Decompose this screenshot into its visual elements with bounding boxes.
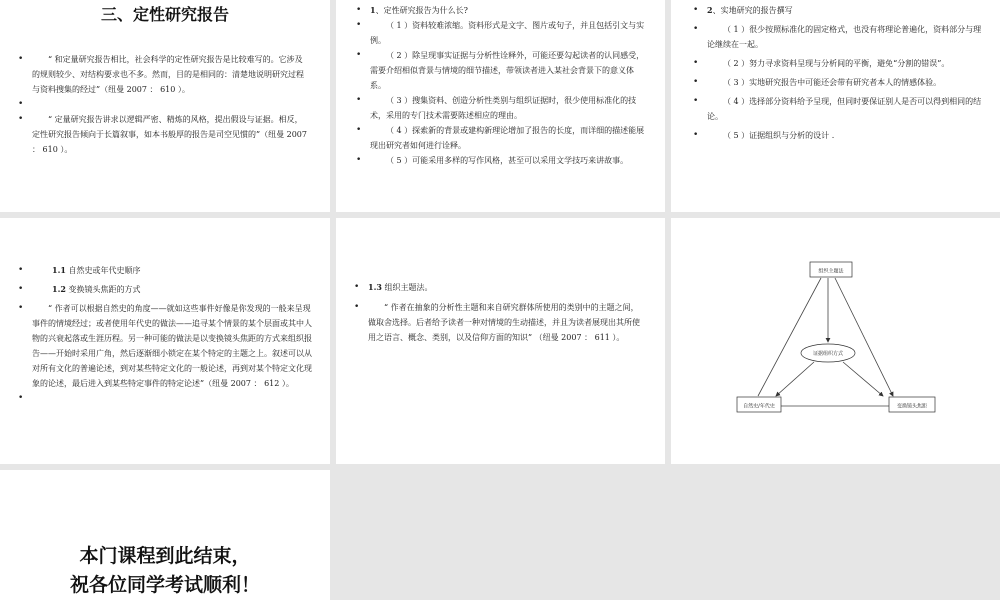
heading-text: 、实地研究的报告撰写 bbox=[712, 6, 793, 15]
bullet-icon: • bbox=[354, 282, 360, 292]
node-left-label: 自然史/年代史 bbox=[743, 403, 775, 410]
quote-text: “ 定量研究报告讲求以逻辑严密、精炼的风格，提出假设与证据。相反，定性研究报告倾向于长篇叙事，如本书般厚的报告是司空见惯的”（纽曼 2007 ： 610 ）。 bbox=[32, 115, 307, 154]
heading-text: 组织主题法。 bbox=[384, 283, 433, 292]
list-item bbox=[356, 48, 648, 93]
item-text: （ 1 ）很少按照标准化的固定格式，也没有将理论普遍化，资料部分与理论继续在一起。 bbox=[707, 25, 982, 49]
list-item bbox=[693, 75, 985, 90]
bullet-icon: • bbox=[356, 5, 362, 15]
item-text: （ 5 ）证据组织与分析的设计 . bbox=[723, 131, 835, 140]
item-text: （ 3 ）搜集资料、创造分析性类别与组织证据时，很少使用标准化的技术，采用的专门技术需要陈述相应的理由。 bbox=[370, 96, 637, 120]
bullet-icon: • bbox=[354, 302, 360, 312]
list-item bbox=[18, 282, 312, 297]
item-text: （ 2 ）努力寻求资料呈现与分析间的平衡，避免“分割的错误”。 bbox=[723, 59, 950, 68]
list-item bbox=[693, 3, 985, 18]
node-right-label: 变换镜头焦距 bbox=[896, 403, 928, 410]
node-center-label: 证据组织方式 bbox=[812, 351, 844, 357]
list-item bbox=[693, 128, 985, 143]
heading-text: 、定性研究报告为什么长? bbox=[375, 6, 468, 15]
bullet-icon: • bbox=[693, 5, 699, 15]
item-text: （ 4 ）选择部分资料给予呈现，但同时要保证别人是否可以得到相同的结论。 bbox=[707, 97, 982, 121]
slide-evidence-diagram[interactable] bbox=[671, 218, 1000, 464]
bullet-icon: • bbox=[18, 284, 24, 294]
list-item bbox=[693, 56, 985, 71]
list-item bbox=[18, 391, 312, 406]
quote-text: “ 作者可以根据自然史的角度——就如这些事件好像是你发现的一般来呈现事件的情境经过；或者使用年代史的做法——追寻某个情景的某个层面或其中人物的兴衰起落或生涯历程。另一种可能的做法是以变换镜头焦距的方式来组织报告——开始时采用广角，然后逐渐细小锁定在某个特定的主题之上。叙述可以从对所有文化的普遍论述，到对某些特定文化的一般论述，再到对某个特定文化现象的论述，最后进入到某些特定事件的特定论述”（纽曼 2007 ： 612 ）。 bbox=[32, 304, 312, 388]
list-item bbox=[354, 280, 646, 295]
bullet-icon: • bbox=[356, 155, 362, 165]
heading-text: 变换镜头焦距的方式 bbox=[68, 285, 141, 294]
slide-closing[interactable] bbox=[0, 470, 330, 600]
slide-narrative-order[interactable] bbox=[0, 218, 330, 464]
bullet-icon: • bbox=[356, 95, 362, 105]
list-item bbox=[693, 22, 985, 52]
bullet-icon: • bbox=[356, 125, 362, 135]
bullet-icon: • bbox=[18, 303, 24, 313]
item-text: （ 3 ）实地研究报告中可能还会带有研究者本人的情感体验。 bbox=[723, 78, 942, 87]
evidence-organization-diagram bbox=[671, 218, 1000, 464]
item-text: （ 4 ）探索新的背景或建构新理论增加了报告的长度，而详细的描述能展现出研究者如何进行诠释。 bbox=[370, 126, 645, 150]
bullet-icon: • bbox=[693, 130, 699, 140]
bullet-icon: • bbox=[693, 77, 699, 87]
heading-text: 自然史或年代史顺序 bbox=[68, 266, 141, 275]
edge-center-left bbox=[776, 362, 814, 396]
slide-thematic-organization[interactable] bbox=[336, 218, 665, 464]
list-item bbox=[356, 153, 648, 168]
node-top-label: 组织主题法 bbox=[818, 268, 844, 275]
bullet-icon: • bbox=[18, 54, 24, 64]
list-item bbox=[18, 97, 308, 112]
slide-qualitative-report-title[interactable] bbox=[0, 0, 330, 212]
edge-center-right bbox=[843, 362, 883, 396]
list-item bbox=[356, 18, 648, 48]
list-item bbox=[18, 52, 308, 97]
list-item bbox=[356, 3, 648, 18]
closing-line-2: 祝各位同学考试顺利！ bbox=[69, 574, 260, 596]
item-text: （ 1 ）资料较难浓缩。资料形式是文字、图片或句子，并且包括引文与实例。 bbox=[370, 21, 645, 45]
closing-line-1: 本门课程到此结束， bbox=[79, 545, 251, 567]
list-item bbox=[18, 263, 312, 278]
item-text: （ 5 ）可能采用多样的写作风格，甚至可以采用文学技巧来讲故事。 bbox=[386, 156, 629, 165]
slide-title: 三、定性研究报告 bbox=[100, 5, 229, 24]
quote-text: “ 作者在抽象的分析性主题和来自研究群体所使用的类别中的主题之间，做取舍选择。后者给予读者一种对情境的生动描述，并且为读者展现出其所使用之语言、概念、类别，以及信仰方面的知识” （纽曼 2007 ： 611 ）。 bbox=[368, 303, 640, 342]
list-item bbox=[693, 94, 985, 124]
list-item bbox=[18, 301, 312, 391]
heading-number: 1.2 bbox=[52, 284, 66, 294]
heading-number: 1 bbox=[370, 5, 376, 15]
list-item bbox=[18, 112, 308, 157]
bullet-icon: • bbox=[693, 58, 699, 68]
slide-field-research-report[interactable] bbox=[671, 0, 1000, 212]
heading-number: 1.3 bbox=[368, 282, 382, 292]
item-text: （ 2 ）除呈现事实证据与分析性诠释外，可能还要勾起读者的认同感受，需要介绍相似背景与情境的细节描述，带领读者进入某社会背景下的意义体系。 bbox=[370, 51, 645, 90]
list-item bbox=[354, 300, 646, 345]
quote-text: “ 和定量研究报告相比，社会科学的定性研究报告是比较难写的。它涉及的规则较少、对结构要求也不多。然而，目的是相同的：清楚地说明研究过程与资料搜集的经过”（纽曼 2007 ： 610 ）。 bbox=[32, 55, 304, 94]
bullet-icon: • bbox=[18, 114, 24, 124]
bullet-icon: • bbox=[356, 50, 362, 60]
bullet-icon: • bbox=[18, 99, 24, 109]
heading-number: 1.1 bbox=[52, 265, 66, 275]
list-item bbox=[356, 123, 648, 153]
edge-top-right bbox=[835, 278, 893, 396]
heading-number: 2 bbox=[707, 5, 713, 15]
bullet-icon: • bbox=[18, 393, 24, 403]
edge-top-left bbox=[758, 278, 821, 396]
bullet-icon: • bbox=[356, 20, 362, 30]
slide-why-long[interactable] bbox=[336, 0, 665, 212]
bullet-icon: • bbox=[18, 265, 24, 275]
list-item bbox=[356, 93, 648, 123]
bullet-icon: • bbox=[693, 96, 699, 106]
bullet-icon: • bbox=[693, 24, 699, 34]
